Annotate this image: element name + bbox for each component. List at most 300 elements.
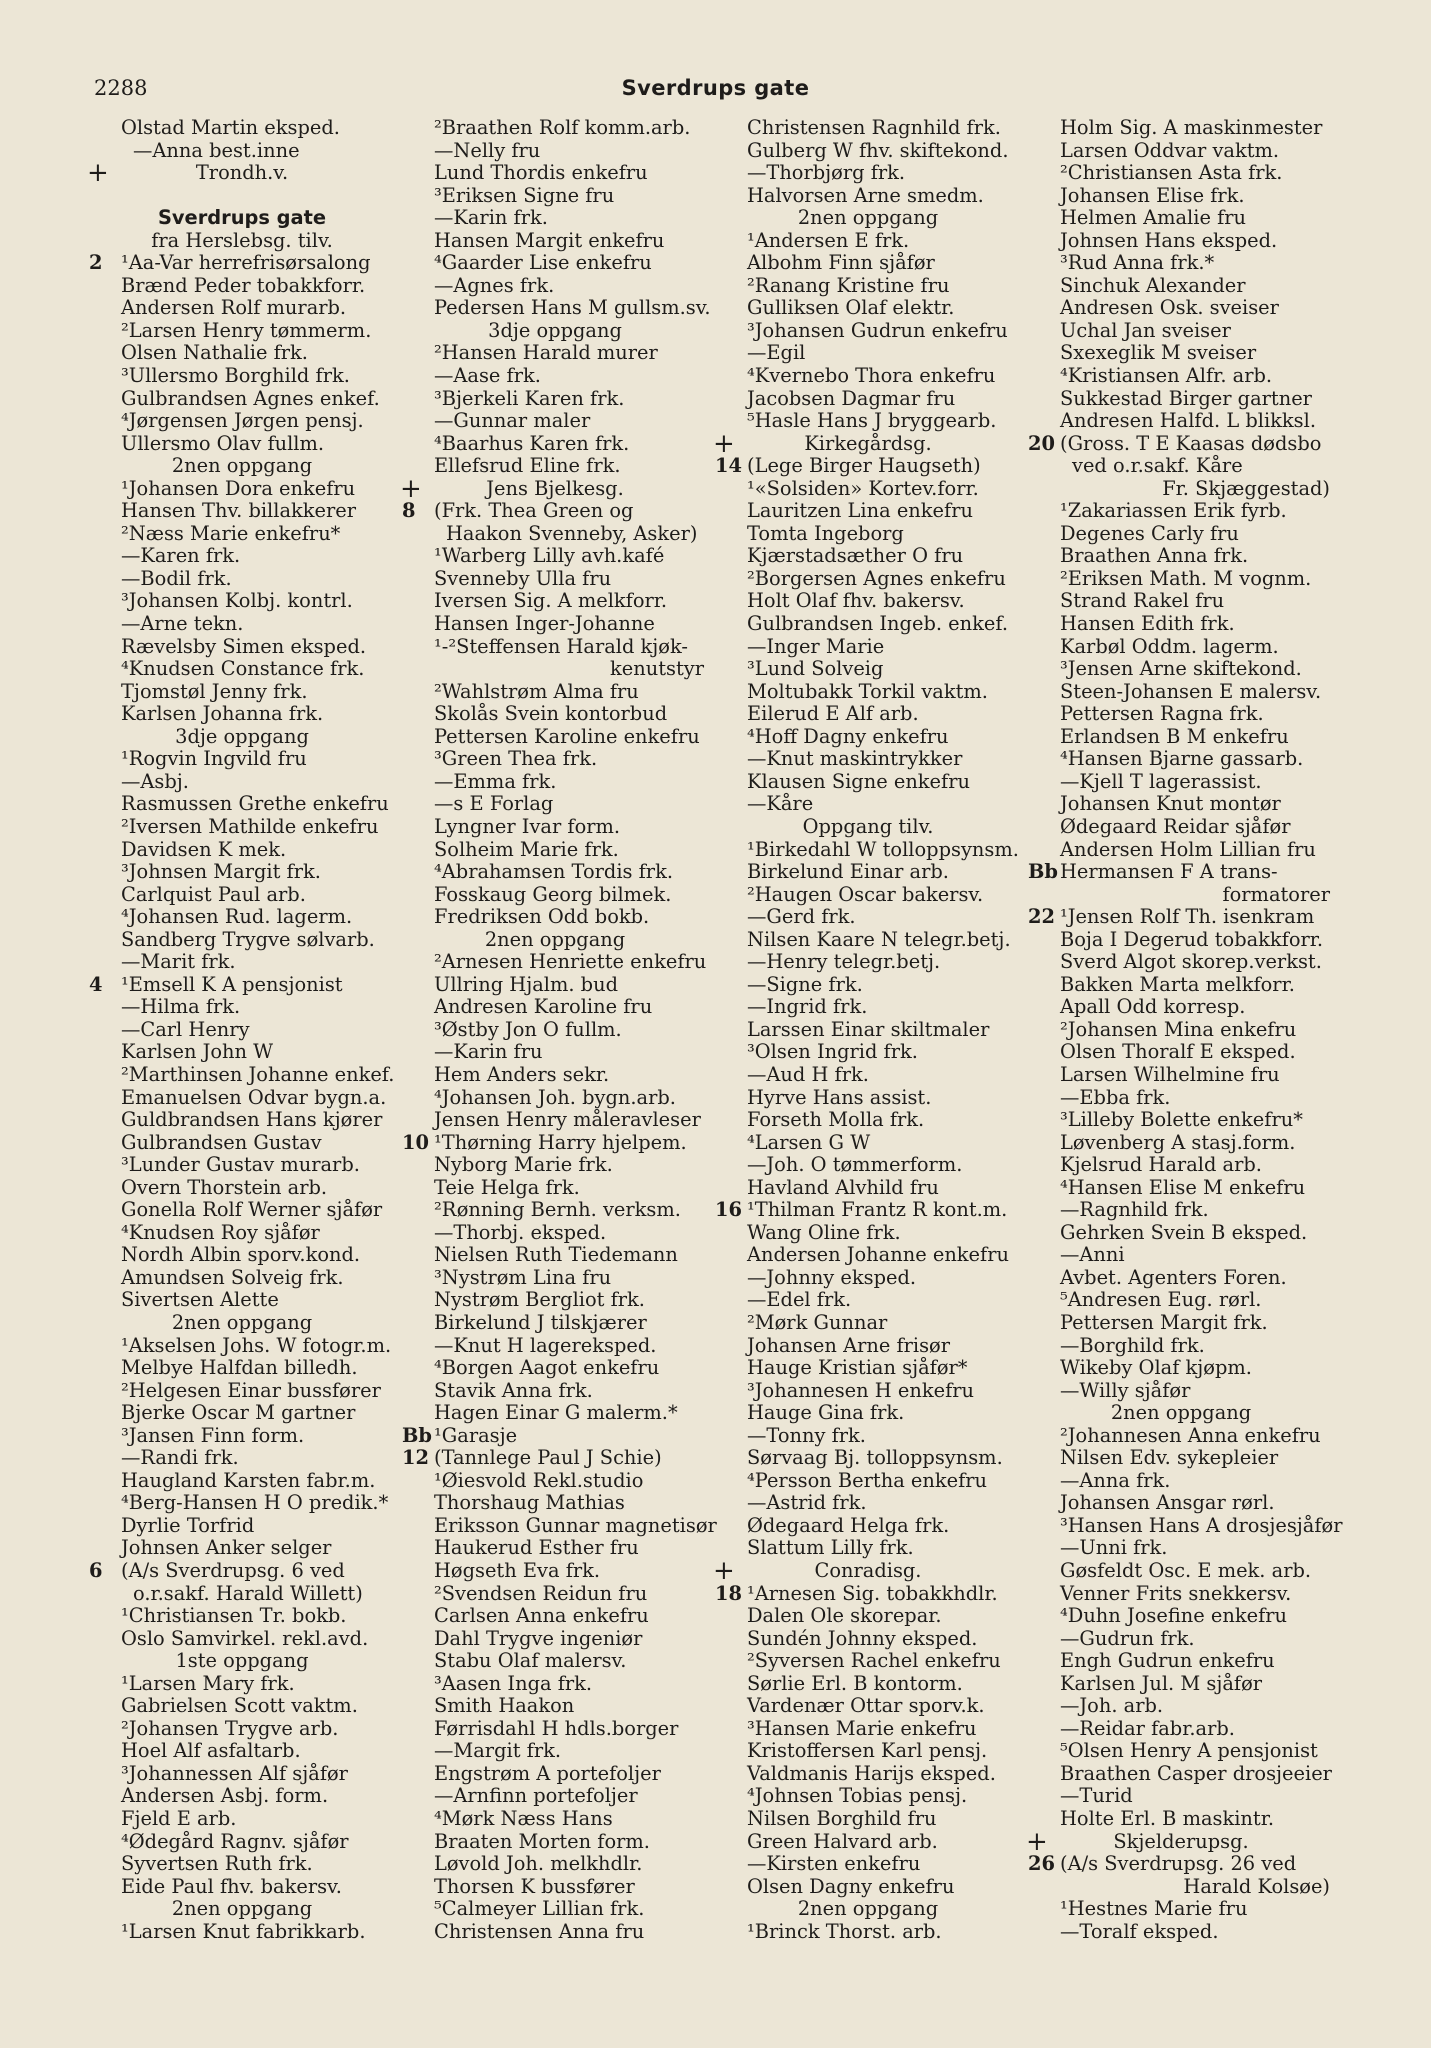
entry-text: Jensen Henry måleravleser: [434, 1108, 701, 1132]
entry-text: ¹Larsen Knut fabrikkarb.: [121, 1919, 366, 1943]
directory-entry: [406, 230, 704, 253]
directory-entry: [1032, 1132, 1330, 1155]
entry-text: —Johnny eksped.: [747, 1265, 917, 1289]
entry-text: Sandberg Trygve sølvarb.: [121, 927, 375, 951]
entry-text: —Knut maskintrykker: [747, 747, 963, 771]
entry-text: (Gross. T E Kaasas dødsbo: [1060, 431, 1322, 455]
directory-entry: [93, 839, 391, 862]
entry-text: Gulliksen Olaf elektr.: [747, 296, 955, 320]
directory-entry: [406, 1087, 704, 1110]
section-label: [406, 320, 704, 343]
house-number: 12: [402, 1446, 429, 1470]
entry-text: ²Christiansen Asta frk.: [1060, 161, 1283, 185]
entry-text: ⁵Hasle Hans J bryggearb.: [747, 409, 997, 433]
entry-continuation: [93, 1583, 391, 1606]
entry-text: —Gunnar maler: [434, 409, 591, 433]
entry-text: Christensen Ragnhild frk.: [747, 116, 1001, 139]
directory-entry: [719, 568, 1017, 591]
entry-text: 2nen oppgang: [1110, 1401, 1252, 1425]
entry-text: ¹Birkedahl W tolloppsynsm.: [747, 837, 1019, 861]
entry-text: Sinchuk Alexander: [1060, 273, 1246, 297]
directory-entry: [1032, 275, 1330, 298]
directory-entry: [719, 1537, 1017, 1560]
directory-entry: [719, 1064, 1017, 1087]
entry-text: ⁴Berg-Hansen H O predik.*: [121, 1491, 389, 1515]
entry-text: Overn Thorstein arb.: [121, 1175, 328, 1199]
directory-entry: [406, 296, 711, 320]
entry-text: Johnsen Anker selger: [121, 1536, 332, 1560]
directory-entry: [1032, 1267, 1330, 1290]
entry-text: Slattum Lilly frk.: [747, 1536, 914, 1560]
entry-text: Holm Sig. A maskinmester: [1060, 116, 1323, 139]
directory-entry: [406, 636, 704, 659]
entry-text: —Egil: [747, 341, 806, 365]
directory-entry: [1032, 681, 1330, 704]
entry-text: ⁴Jørgensen Jørgen pensj.: [121, 409, 364, 433]
entry-text: Gulberg W fhv. skiftekond.: [747, 138, 1009, 162]
section-label: [93, 455, 391, 478]
entry-text: ¹Arnesen Sig. tobakkhdlr.: [747, 1581, 998, 1605]
entry-text: Fjeld E arb.: [121, 1807, 237, 1831]
directory-entry: [719, 1876, 1017, 1899]
entry-text: —Joh. O tømmerform.: [747, 1153, 963, 1177]
entry-text: ¹Johansen Dora enkefru: [121, 476, 356, 500]
directory-entry: [719, 523, 1017, 546]
entry-text: Christensen Anna fru: [434, 1919, 645, 1943]
entry-text: Iversen Sig. A melkforr.: [434, 589, 668, 613]
entry-text: Andersen Rolf murarb.: [121, 296, 347, 320]
entry-text: ³Rud Anna frk.*: [1060, 251, 1215, 275]
entry-text: Karlsen Johanna frk.: [121, 702, 324, 726]
directory-entry: [1032, 1673, 1330, 1696]
entry-text: Venner Frits snekkersv.: [1060, 1581, 1292, 1605]
entry-continuation: [1032, 478, 1330, 501]
directory-entry: [719, 748, 1017, 771]
directory-entry: [93, 1380, 391, 1403]
directory-entry: [93, 816, 391, 839]
entry-text: Ullersmo Olav fullm.: [121, 431, 325, 455]
directory-entry: [719, 1695, 1017, 1718]
directory-entry: [1032, 1289, 1330, 1312]
directory-entry: [93, 996, 391, 1019]
entry-text: ¹Garasje: [434, 1423, 518, 1447]
directory-entry: [1032, 613, 1330, 636]
directory-entry: [93, 1740, 391, 1763]
directory-entry: [719, 388, 1017, 411]
directory-entry: [719, 658, 1017, 681]
entry-text: Gonella Rolf Werner sjåfør: [121, 1198, 383, 1222]
directory-entry: [719, 1154, 1017, 1177]
entry-text: —Ingrid frk.: [747, 995, 868, 1019]
directory-entry: [93, 1154, 391, 1177]
entry-text: Eide Paul fhv. bakersv.: [121, 1874, 342, 1898]
directory-entry: [1032, 951, 1330, 974]
directory-entry: [719, 297, 1017, 320]
entry-text: ²Borgersen Agnes enkefru: [747, 566, 1006, 590]
entry-text: ¹Warberg Lilly avh.kafé: [434, 544, 665, 568]
directory-entry: [406, 1109, 704, 1132]
directory-entry: [93, 884, 391, 907]
directory-entry: [1032, 1921, 1330, 1944]
entry-continuation: [1032, 455, 1330, 478]
entry-text: —Karin frk.: [434, 206, 548, 230]
entry-text: ⁴Abrahamsen Tordis frk.: [434, 860, 673, 884]
directory-entry: [1032, 1312, 1330, 1335]
entry-text: —Willy sjåfør: [1060, 1378, 1191, 1402]
directory-entry: [1032, 1154, 1330, 1177]
entry-text: ²Marthinsen Johanne enkef.: [121, 1062, 395, 1086]
directory-entry: [719, 1019, 1017, 1042]
directory-entry: [406, 545, 704, 568]
entry-text: Larsen Oddvar vaktm.: [1060, 138, 1280, 162]
directory-entry: [1032, 1357, 1330, 1380]
entry-text: ³Ullersmo Borghild frk.: [121, 364, 350, 388]
entry-text: —Knut H lagereksped.: [434, 1333, 657, 1357]
entry-text: Ødegaard Reidar sjåfør: [1060, 814, 1291, 838]
entry-text: Skolås Svein kontorbud: [434, 702, 668, 726]
entry-text: Oslo Samvirkel. rekl.avd.: [121, 1626, 369, 1650]
directory-entry: [406, 1513, 717, 1538]
directory-entry: [93, 1062, 395, 1087]
entry-text: ¹Jensen Rolf Th. isenkram: [1060, 905, 1315, 929]
directory-entry: [719, 1740, 1017, 1763]
directory-entry: [406, 1537, 704, 1560]
directory-entry: [719, 1402, 1017, 1425]
entry-text: —Unni frk.: [1060, 1536, 1168, 1560]
entry-text: Stavik Anna frk.: [434, 1378, 593, 1402]
entry-text: Halvorsen Arne smedm.: [747, 183, 984, 207]
entry-text: Vardenær Ottar sporv.k.: [747, 1694, 985, 1718]
entry-text: Haakon Svenneby, Asker): [446, 521, 698, 545]
street-heading: [93, 207, 391, 230]
directory-entry: [719, 1312, 1017, 1335]
directory-entry: [93, 636, 391, 659]
entry-text: Harald Kolsøe): [1183, 1874, 1330, 1898]
house-number: 6: [89, 1559, 103, 1582]
entry-text: Emanuelsen Odvar bygn.a.: [121, 1085, 387, 1109]
entry-text: Braathen Anna frk.: [1060, 544, 1249, 568]
directory-entry: [93, 1289, 391, 1312]
entry-text: Amundsen Solveig frk.: [121, 1265, 344, 1289]
directory-entry: [406, 1492, 704, 1515]
entry-text: ³Green Thea frk.: [434, 747, 598, 771]
entry-text: ²Iversen Mathilde enkefru: [121, 814, 379, 838]
directory-entry: [719, 1650, 1017, 1673]
directory-entry: [719, 1763, 1017, 1786]
entry-text: Olstad Martin eksped.: [121, 116, 340, 139]
entry-text: (Lege Birger Haugseth): [747, 454, 981, 478]
column-2: [400, 116, 717, 1943]
entry-text: ²Næss Marie enkefru*: [121, 521, 341, 545]
section-label: [93, 726, 391, 749]
directory-entry: [1028, 1852, 1330, 1876]
directory-entry: [1032, 1628, 1330, 1651]
directory-entry: [93, 410, 391, 433]
entry-text: ⁴Kvernebo Thora enkefru: [747, 364, 996, 388]
directory-entry: [719, 1335, 1017, 1358]
directory-entry: [93, 793, 391, 816]
directory-entry: [406, 839, 704, 862]
directory-entry: [406, 1898, 704, 1921]
entry-text: ³Johannessen Alf sjåfør: [121, 1761, 348, 1785]
directory-entry: [406, 1402, 704, 1425]
entry-text: ⁴Duhn Josefine enkefru: [1060, 1604, 1288, 1628]
entry-text: ⁴Ødegård Ragnv. sjåfør: [121, 1829, 349, 1853]
cross-street-marker: +: [713, 428, 735, 459]
entry-text: ²Syversen Rachel enkefru: [747, 1649, 1001, 1673]
entry-text: —Gerd frk.: [747, 905, 856, 929]
entry-text: o.r.sakf. Harald Willett): [133, 1581, 363, 1605]
directory-entry: [93, 1921, 391, 1944]
directory-entry: [1032, 1244, 1330, 1267]
entry-continuation: [93, 140, 391, 163]
directory-entry: [406, 1222, 704, 1245]
entry-text: Nystrøm Bergliot frk.: [434, 1288, 645, 1312]
entry-text: Jacobsen Dagmar fru: [747, 386, 956, 410]
entry-text: Svenneby Ulla fru: [434, 566, 612, 590]
directory-entry: [1028, 905, 1330, 929]
entry-text: —Carl Henry: [121, 1017, 250, 1041]
directory-entry: [719, 1447, 1017, 1470]
entry-text: Karbøl Oddm. lagerm.: [1060, 634, 1279, 658]
entry-text: Sverdrups gate: [157, 206, 327, 230]
entry-text: ⁵Calmeyer Lillian frk.: [434, 1897, 645, 1921]
entry-text: Hoel Alf asfaltarb.: [121, 1739, 301, 1763]
entry-text: ³Johnsen Margit frk.: [121, 860, 321, 884]
directory-entry: [1032, 1695, 1330, 1718]
entry-text: Guldbrandsen Hans kjører: [121, 1108, 383, 1132]
entry-text: —Arne tekn.: [121, 612, 244, 636]
directory-entry: [1032, 545, 1330, 568]
entry-text: ²Helgesen Einar bussfører: [121, 1378, 381, 1402]
directory-entry: [719, 1087, 1017, 1110]
entry-text: Carlquist Paul arb.: [121, 882, 306, 906]
directory-entry: [406, 433, 704, 456]
entry-text: ³Hansen Hans A drosjesjåfør: [1060, 1513, 1343, 1537]
entry-text: Hauge Gina frk.: [747, 1401, 905, 1425]
entry-text: ²Eriksen Math. M vognm.: [1060, 566, 1312, 590]
entry-text: (A/s Sverdrupsg. 6 ved: [121, 1559, 345, 1582]
directory-entry: [93, 906, 391, 929]
directory-entry: [1032, 297, 1330, 320]
directory-entry: [719, 590, 1017, 613]
entry-text: ³Lund Solveig: [747, 657, 884, 681]
entry-text: Lyngner Ivar form.: [434, 814, 621, 838]
section-label: [719, 207, 1017, 230]
directory-entry: [406, 771, 704, 794]
entry-text: ¹Rogvin Ingvild fru: [121, 747, 307, 771]
entry-text: Bakken Marta melkforr.: [1060, 972, 1295, 996]
entry-text: Engstrøm A portefoljer: [434, 1761, 661, 1785]
directory-entry: [406, 1808, 704, 1831]
entry-text: —Hilma frk.: [121, 995, 241, 1019]
entry-text: ¹Hestnes Marie fru: [1060, 1897, 1248, 1921]
directory-entry: [1032, 1222, 1330, 1245]
directory-entry: [719, 1831, 1017, 1854]
entry-text: (A/s Sverdrupsg. 26 ved: [1060, 1852, 1297, 1876]
entry-text: ³Eriksen Signe fru: [434, 183, 615, 207]
directory-entry: [406, 1357, 704, 1380]
entry-text: Holte Erl. B maskintr.: [1060, 1807, 1275, 1831]
entry-text: ²Ranang Kristine fru: [747, 273, 950, 297]
directory-entry: [1032, 1740, 1330, 1763]
entry-text: Larsen Wilhelmine fru: [1060, 1062, 1280, 1086]
entry-text: Pettersen Margit frk.: [1060, 1310, 1268, 1334]
directory-entry: [1032, 839, 1330, 862]
entry-text: Sukkestad Birger gartner: [1060, 386, 1312, 410]
directory-entry: [1032, 320, 1330, 343]
directory-entry: [1032, 365, 1330, 388]
directory-entry: [406, 1853, 704, 1876]
directory-entry: [1032, 523, 1330, 546]
entry-text: ⁵Olsen Henry A pensjonist: [1060, 1739, 1318, 1763]
entry-text: Sivertsen Alette: [121, 1288, 279, 1312]
entry-text: ³Olsen Ingrid frk.: [747, 1040, 918, 1064]
entry-text: Dahl Trygve ingeniør: [434, 1626, 643, 1650]
entry-text: Fredriksen Odd bokb.: [434, 905, 650, 929]
directory-entry: [1032, 230, 1330, 253]
entry-text: —Reidar fabr.arb.: [1060, 1716, 1235, 1740]
entry-text: Oppgang tilv.: [802, 814, 934, 838]
entry-text: —Bodil frk.: [121, 566, 232, 590]
directory-entry: [719, 906, 1017, 929]
directory-entry: [1032, 1583, 1330, 1606]
entry-text: Sørlie Erl. B kontorm.: [747, 1671, 963, 1695]
entry-text: —Arnfinn portefoljer: [434, 1784, 638, 1808]
entry-text: —Ebba frk.: [1060, 1085, 1171, 1109]
directory-entry: [93, 1628, 391, 1651]
directory-entry: [719, 117, 1017, 140]
entry-text: —Kjell T lagerassist.: [1060, 769, 1262, 793]
entry-text: Andersen Holm Lillian fru: [1060, 837, 1316, 861]
entry-text: Høgseth Eva frk.: [434, 1559, 601, 1582]
entry-text: 2nen oppgang: [171, 1897, 313, 1921]
directory-entry: [719, 500, 1017, 523]
directory-entry: [93, 433, 391, 456]
directory-entry: [1032, 1447, 1330, 1470]
directory-entry: [719, 1267, 1017, 1290]
entry-text: Strand Rakel fru: [1060, 589, 1225, 613]
directory-entry: [93, 748, 391, 771]
entry-text: Degenes Carly fru: [1060, 521, 1239, 545]
entry-text: —Edel frk.: [747, 1288, 852, 1312]
directory-entry: [719, 1470, 1017, 1493]
directory-entry: [93, 1199, 391, 1222]
entry-text: Pedersen Hans M gullsm.sv.: [434, 296, 711, 320]
entry-text: ²Hansen Harald murer: [434, 341, 658, 365]
directory-entry: [1032, 1177, 1330, 1200]
entry-text: —Asbj.: [121, 769, 189, 793]
entry-text: ⁴Kristiansen Alfr. arb.: [1060, 364, 1273, 388]
directory-entry: [719, 771, 1017, 794]
directory-entry: [93, 1763, 391, 1786]
directory-entry: [93, 568, 391, 591]
entry-text: —Agnes frk.: [434, 273, 555, 297]
directory-entry: [1032, 1109, 1330, 1132]
entry-text: ²Larsen Henry tømmerm.: [121, 318, 372, 342]
directory-entry: [93, 1470, 391, 1493]
entry-text: Ellefsrud Eline frk.: [434, 454, 621, 478]
directory-entry: [719, 185, 1017, 208]
entry-text: Johansen Arne frisør: [747, 1333, 951, 1357]
entry-text: Braathen Casper drosjeeier: [1060, 1761, 1332, 1785]
directory-entry: [719, 320, 1017, 343]
directory-entry: [715, 454, 1017, 478]
entry-text: Syvertsen Ruth frk.: [121, 1852, 313, 1876]
entry-text: ³Nystrøm Lina fru: [434, 1265, 612, 1289]
directory-entry: [406, 1763, 704, 1786]
entry-text: Rævelsby Simen eksped.: [121, 634, 367, 658]
directory-entry: [93, 681, 391, 704]
entry-text: 2nen oppgang: [797, 206, 939, 230]
directory-entry: [93, 861, 391, 884]
house-number: 2: [89, 251, 103, 275]
entry-text: —Nelly fru: [434, 138, 541, 162]
entry-text: —Emma frk.: [434, 769, 557, 793]
entry-text: Hagen Einar G malerm.*: [434, 1401, 678, 1425]
directory-entry: [719, 703, 1017, 726]
entry-text: —Turid: [1060, 1784, 1133, 1808]
cross-street: [713, 428, 1017, 459]
entry-text: Albohm Finn sjåfør: [747, 251, 935, 275]
directory-entry: [406, 1177, 704, 1200]
directory-entry: [1032, 1763, 1330, 1786]
entry-text: Olsen Dagny enkefru: [747, 1874, 955, 1898]
directory-entry: [1032, 1560, 1330, 1583]
entry-text: Gøsfeldt Osc. E mek. arb.: [1060, 1559, 1312, 1582]
directory-entry: [1032, 410, 1330, 433]
entry-text: ³Østby Jon O fullm.: [434, 1017, 622, 1041]
entry-text: Førrisdahl H hdls.borger: [434, 1716, 679, 1740]
entry-text: ¹Brinck Thorst. arb.: [747, 1919, 942, 1943]
directory-entry: [719, 951, 1017, 974]
directory-entry: [719, 230, 1017, 253]
entry-text: Green Halvard arb.: [747, 1829, 938, 1853]
directory-entry: [1032, 636, 1330, 659]
directory-entry: [406, 906, 704, 929]
directory-entry: [406, 1628, 704, 1651]
directory-entry: [719, 1628, 1017, 1651]
directory-entry: [93, 297, 391, 320]
directory-entry: [93, 1695, 391, 1718]
directory-entry: [719, 252, 1017, 275]
directory-entry: [93, 1718, 391, 1741]
entry-text: 3dje oppgang: [488, 318, 622, 342]
entry-text: Uchal Jan sveiser: [1060, 318, 1231, 342]
entry-text: Kjelsrud Harald arb.: [1060, 1153, 1262, 1177]
directory-entry: [719, 545, 1017, 568]
entry-text: —Astrid frk.: [747, 1491, 867, 1515]
house-number: Bb: [402, 1423, 432, 1447]
entry-text: Hyrve Hans assist.: [747, 1085, 932, 1109]
entry-continuation: [1032, 884, 1330, 907]
entry-text: Kirkegårdsg.: [804, 431, 932, 455]
entry-text: ³Jansen Finn form.: [121, 1423, 305, 1447]
entry-text: Klausen Signe enkefru: [747, 769, 970, 793]
directory-entry: [1032, 140, 1330, 163]
directory-entry: [1032, 342, 1330, 365]
entry-text: Fosskaug Georg bilmek.: [434, 882, 672, 906]
directory-entry: [406, 568, 704, 591]
entry-text: ¹Akselsen Johs. W fotogr.m.: [121, 1333, 392, 1357]
entry-text: Gehrken Svein B eksped.: [1060, 1220, 1308, 1244]
entry-text: Sxexeglik M sveiser: [1060, 341, 1257, 365]
entry-text: Sørvaag Bj. tolloppsynsm.: [747, 1446, 1003, 1470]
column-3: [713, 116, 1019, 1943]
entry-text: 3dje oppgang: [175, 724, 309, 748]
directory-entry: [719, 1605, 1017, 1628]
directory-entry: [406, 1876, 704, 1899]
